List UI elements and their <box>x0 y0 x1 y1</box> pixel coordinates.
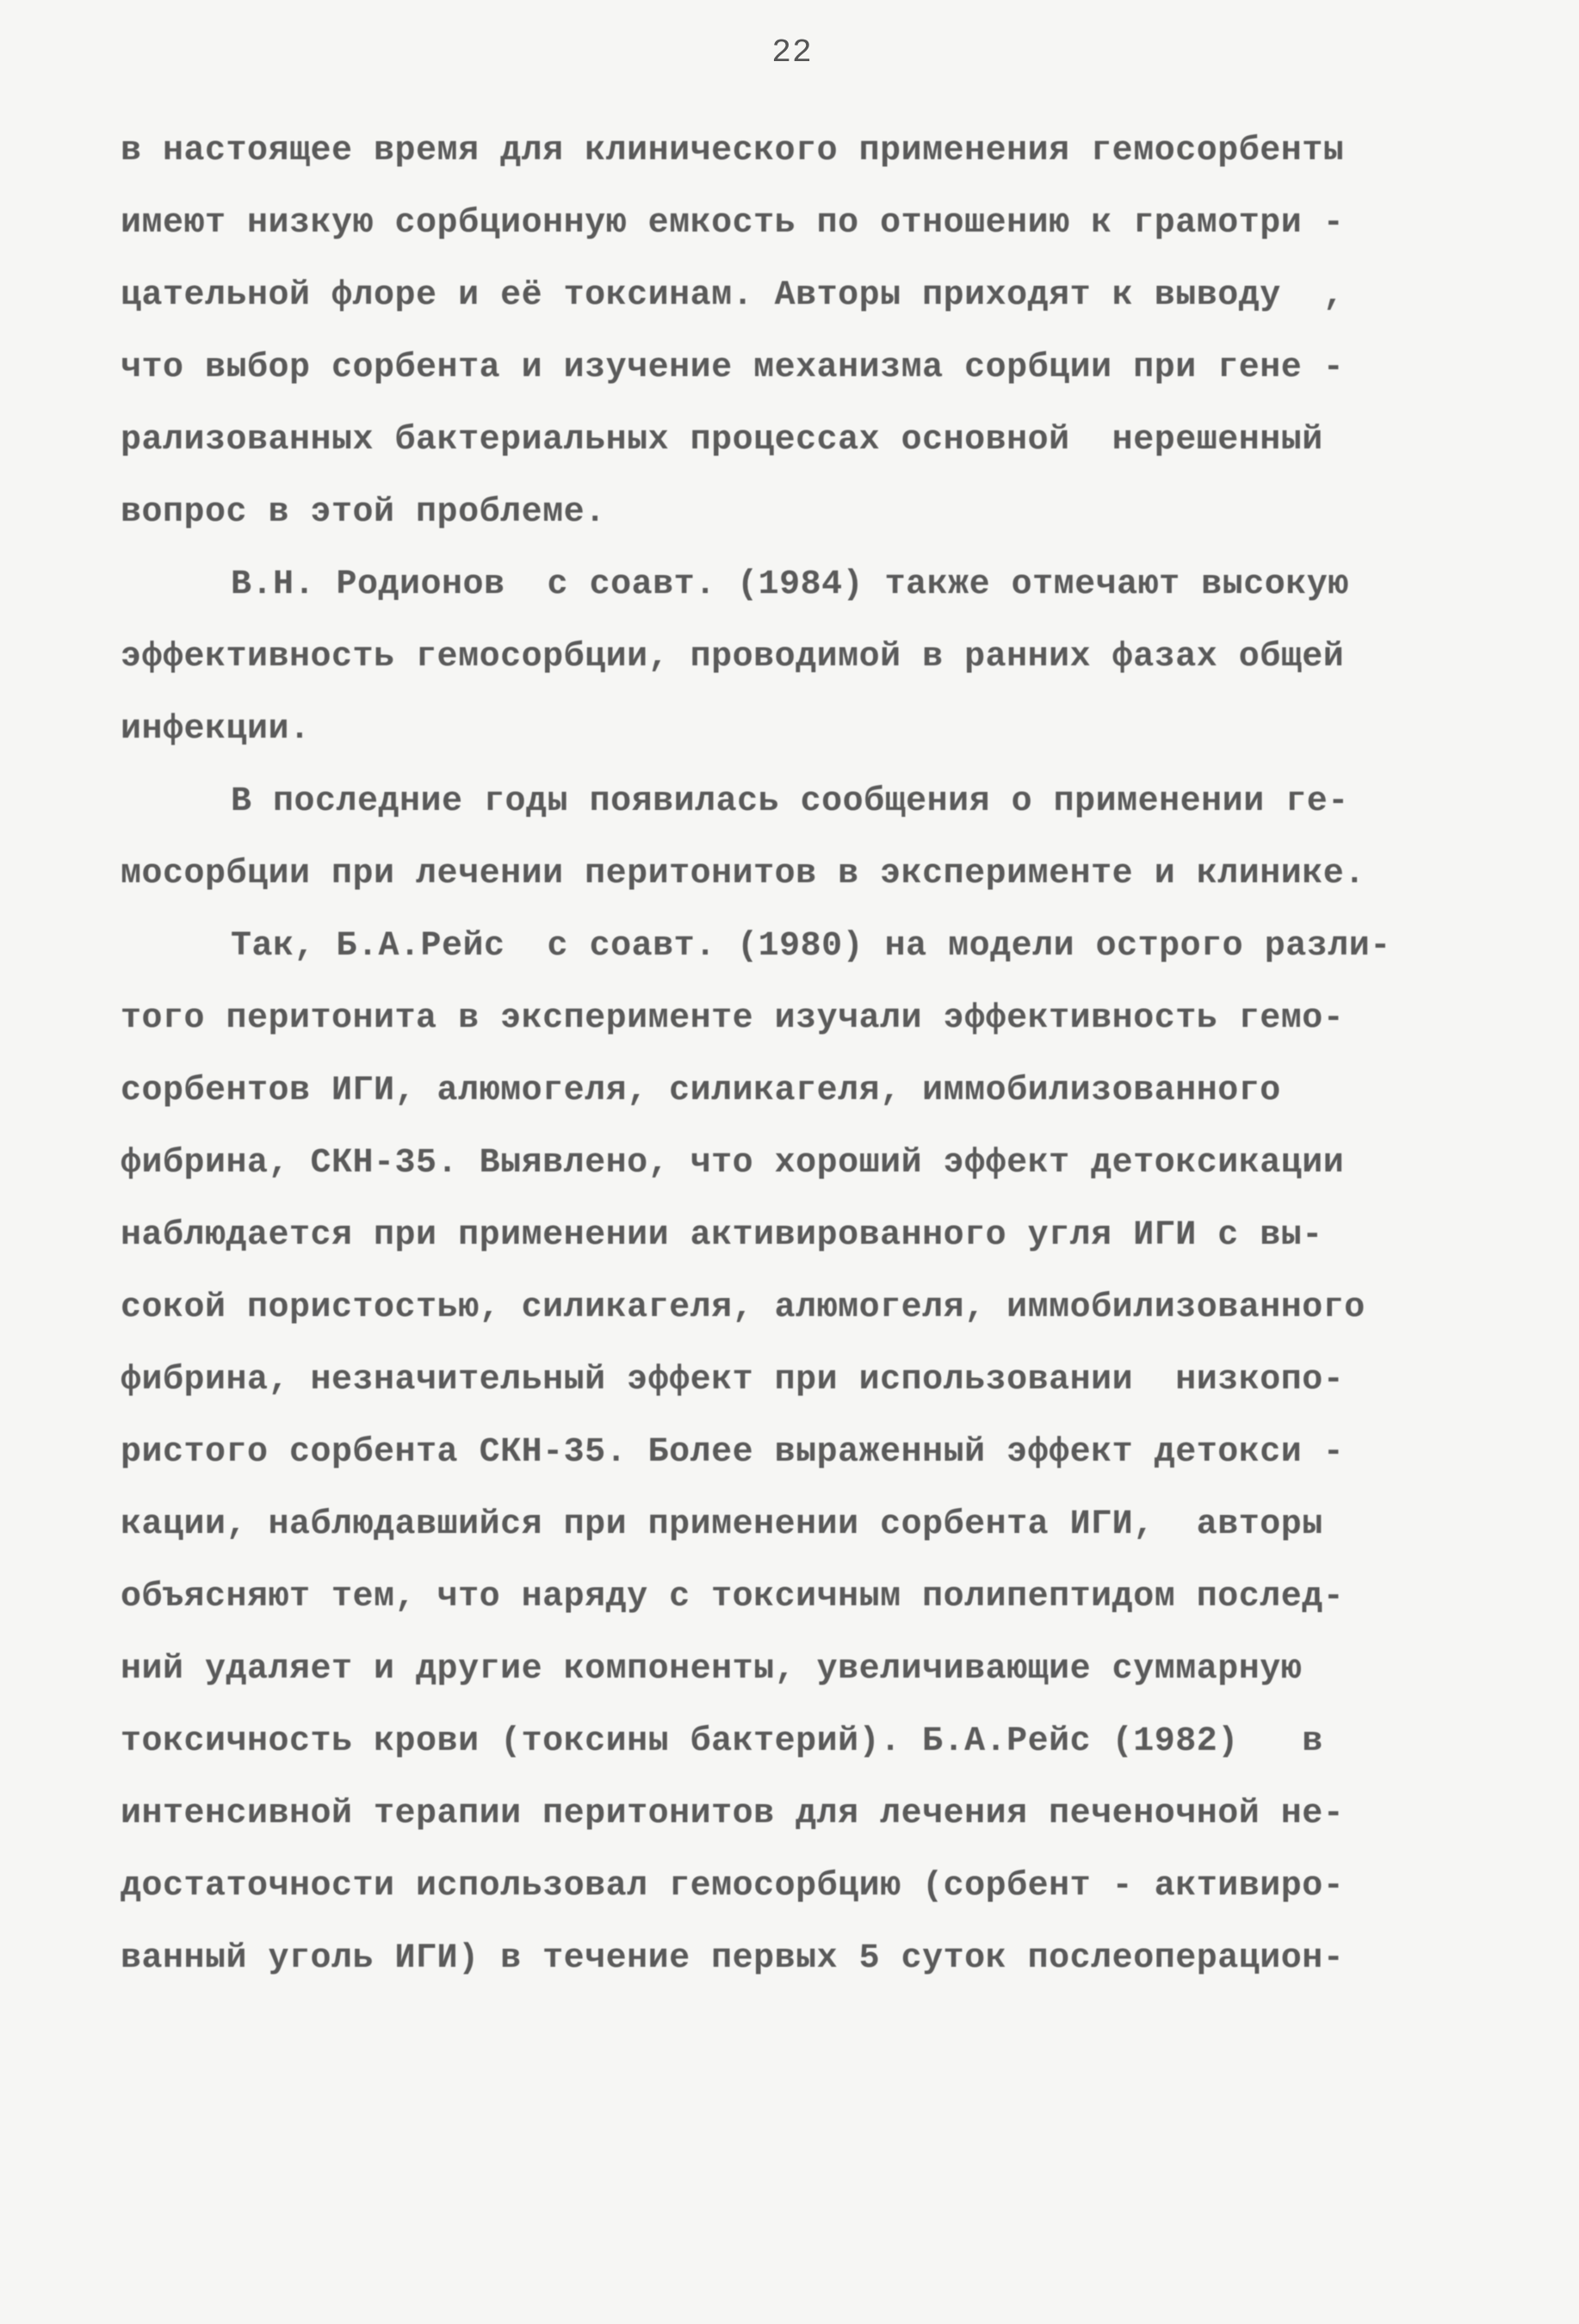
text-line: интенсивной терапии перитонитов для лечения печеночной не- <box>121 1795 1345 1833</box>
text-line: объясняют тем, что наряду с токсичным полипептидом послед- <box>121 1578 1345 1616</box>
text-line: вопрос в этой проблеме. <box>121 493 606 532</box>
text-line: достаточности использовал гемосорбцию (сорбент - активиро- <box>121 1867 1345 1906</box>
text-line: ристого сорбента СКН-35. Более выраженный эффект детокси - <box>121 1433 1345 1472</box>
text-line: имеют низкую сорбционную емкость по отношению к грамотри - <box>121 204 1345 243</box>
text-line: сокой пористостью, силикагеля, алюмогеля, иммобилизованного <box>121 1289 1365 1327</box>
text-line: ний удаляет и другие компоненты, увеличивающие суммарную <box>121 1650 1303 1689</box>
text-line: сорбентов ИГИ, алюмогеля, силикагеля, иммобилизованного <box>121 1072 1281 1110</box>
text-line: наблюдается при применении активированного угля ИГИ с вы- <box>121 1216 1323 1255</box>
paragraph-start-line: Так, Б.А.Рейс с соавт. (1980) на модели острого разли- <box>231 927 1391 966</box>
body-text <box>121 115 1446 1995</box>
text-line: инфекции. <box>121 710 311 749</box>
text-line: цательной флоре и её токсинам. Авторы приходят к выводу , <box>121 276 1345 315</box>
text-line: кации, наблюдавшийся при применении сорбента ИГИ, авторы <box>121 1505 1323 1544</box>
text-line: фибрина, СКН-35. Выявлено, что хороший эффект детоксикации <box>121 1144 1345 1183</box>
text-line: того перитонита в эксперименте изучали эффективность гемо- <box>121 999 1345 1038</box>
text-line: рализованных бактериальных процессах основной нерешенный <box>121 421 1323 460</box>
text-line: мосорбции при лечении перитонитов в эксперименте и клинике. <box>121 855 1365 893</box>
text-line: токсичность крови (токсины бактерий). Б.А.Рейс (1982) в <box>121 1722 1323 1761</box>
page-number: 22 <box>771 34 813 71</box>
text-line: ванный уголь ИГИ) в течение первых 5 суток послеоперацион- <box>121 1939 1345 1978</box>
text-line: в настоящее время для клинического применения гемосорбенты <box>121 132 1345 170</box>
text-line: что выбор сорбента и изучение механизма сорбции при гене - <box>121 349 1345 387</box>
text-line: фибрина, незначительный эффект при использовании низкопо- <box>121 1361 1345 1400</box>
paragraph-start-line: В последние годы появилась сообщения о применении ге- <box>231 782 1349 821</box>
paragraph-start-line: В.Н. Родионов с соавт. (1984) также отмечают высокую <box>231 566 1349 604</box>
text-line: эффективность гемосорбции, проводимой в ранних фазах общей <box>121 638 1345 677</box>
